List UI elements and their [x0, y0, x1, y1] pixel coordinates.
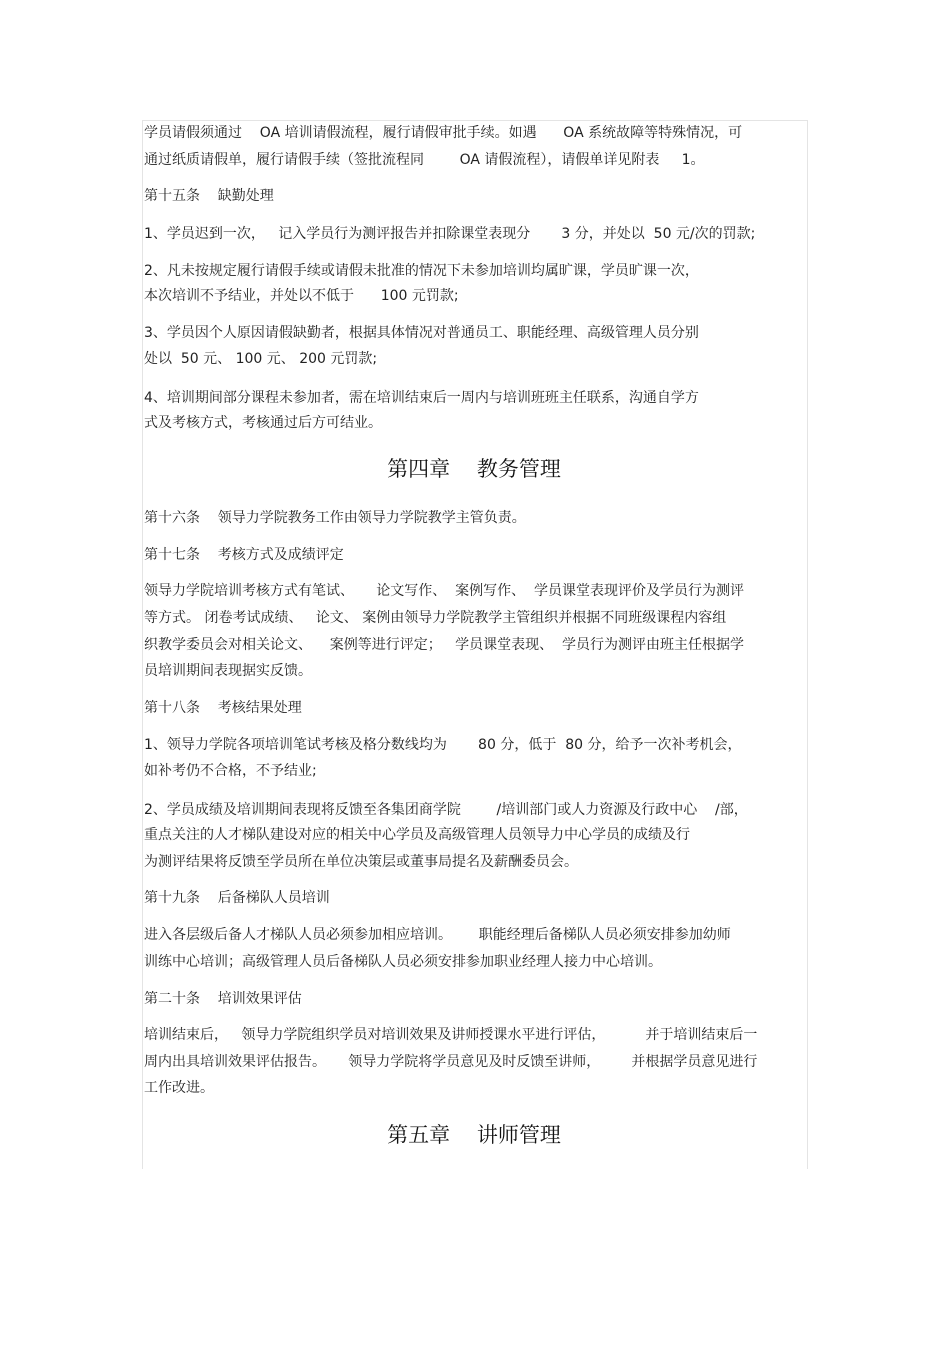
paragraph-line: 进入各层级后备人才梯队人员必须参加相应培训。 职能经理后备梯队人员必须安排参加幼师: [144, 927, 731, 943]
paragraph-line: 训练中心培训；高级管理人员后备梯队人员必须安排参加职业经理人接力中心培训。: [144, 954, 662, 970]
paragraph-line: 为测评结果将反馈至学员所在单位决策层或董事局提名及薪酬委员会。: [144, 854, 578, 870]
paragraph-line: 领导力学院培训考核方式有笔试、 论文写作、 案例写作、 学员课堂表现评价及学员行为测评: [144, 583, 745, 599]
article-heading: 第十九条 后备梯队人员培训: [144, 890, 330, 906]
paragraph-line: 如补考仍不合格，不予结业;: [144, 763, 317, 779]
paragraph-line: 4、培训期间部分课程未参加者，需在培训结束后一周内与培训班班主任联系，沟通自学方: [144, 390, 699, 406]
paragraph-line: 等方式。 闭卷考试成绩、 论文、 案例由领导力学院教学主管组织并根据不同班级课程内容组: [144, 610, 727, 626]
chapter-heading: 第五章 讲师管理: [387, 1123, 561, 1147]
paragraph-line: 2、学员成绩及培训期间表现将反馈至各集团商学院 /培训部门或人力资源及行政中心 /部，: [144, 802, 748, 818]
chapter-heading: 第四章 教务管理: [387, 457, 561, 481]
article-heading: 第十五条 缺勤处理: [144, 188, 274, 204]
paragraph-line: 织教学委员会对相关论文、 案例等进行评定； 学员课堂表现、 学员行为测评由班主任根据学: [144, 637, 745, 653]
paragraph-line: 重点关注的人才梯队建设对应的相关中心学员及高级管理人员领导力中心学员的成绩及行: [144, 827, 690, 843]
paragraph-line: 1、领导力学院各项培训笔试考核及格分数线均为 80 分，低于 80 分，给予一次补考机会，: [144, 737, 742, 753]
paragraph-line: 3、学员因个人原因请假缺勤者，根据具体情况对普通员工、职能经理、高级管理人员分别: [144, 325, 699, 341]
article-heading: 第十六条 领导力学院教务工作由领导力学院教学主管负责。: [144, 510, 526, 526]
paragraph-line: 2、凡未按规定履行请假手续或请假未批准的情况下未参加培训均属旷课，学员旷课一次，: [144, 263, 699, 279]
article-heading: 第二十条 培训效果评估: [144, 991, 302, 1007]
paragraph-line: 1、学员迟到一次， 记入学员行为测评报告并扣除课堂表现分 3 分，并处以 50 元/次的罚款;: [144, 226, 756, 242]
paragraph-line: 通过纸质请假单，履行请假手续（签批流程同 OA 请假流程），请假单详见附表 1。: [144, 152, 705, 168]
paragraph-line: 工作改进。: [144, 1080, 214, 1096]
paragraph-line: 本次培训不予结业，并处以不低于 100 元罚款;: [144, 288, 459, 304]
paragraph-line: 周内出具培训效果评估报告。 领导力学院将学员意见及时反馈至讲师， 并根据学员意见进行: [144, 1054, 758, 1070]
article-heading: 第十七条 考核方式及成绩评定: [144, 547, 344, 563]
paragraph-line: 学员请假须通过 OA 培训请假流程，履行请假审批手续。如遇 OA 系统故障等特殊情况，可: [144, 125, 743, 141]
paragraph-line: 处以 50 元、 100 元、 200 元罚款;: [144, 351, 378, 367]
paragraph-line: 式及考核方式，考核通过后方可结业。: [144, 415, 382, 431]
paragraph-line: 培训结束后， 领导力学院组织学员对培训效果及讲师授课水平进行评估， 并于培训结束后一: [144, 1027, 758, 1043]
article-heading: 第十八条 考核结果处理: [144, 700, 302, 716]
paragraph-line: 员培训期间表现据实反馈。: [144, 663, 312, 679]
